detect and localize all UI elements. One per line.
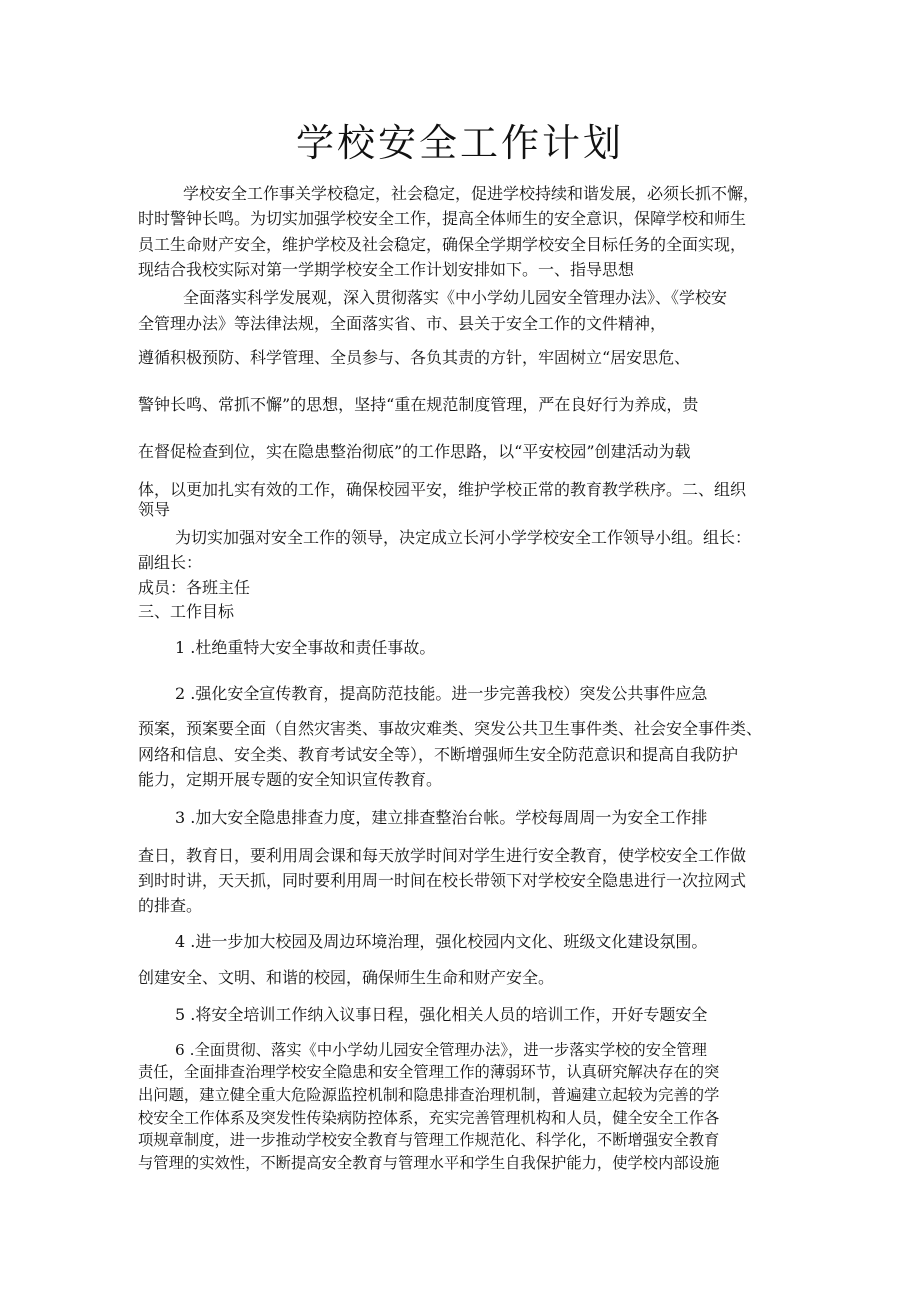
goal-item: 1 .杜绝重特大安全事故和责任事故。 (175, 638, 436, 657)
paragraph-line: 时时警钟长鸣。为切实加强学校安全工作，提高全体师生的安全意识，保障学校和师生 (138, 209, 747, 228)
paragraph-line: 遵循积极预防、科学管理、全员参与、各负其责的方针，牢固树立“居安思危、 (138, 348, 691, 367)
paragraph-line: 校安全工作体系及突发性传染病防控体系，充实完善管理机构和人员，健全安全工作各 (138, 1109, 720, 1127)
section-heading: 三、工作目标 (138, 602, 235, 621)
paragraph-line: 能力，定期开展专题的安全知识宣传教育。 (138, 770, 443, 789)
paragraph-line: 副组长： (138, 553, 203, 572)
paragraph-line: 体，以更加扎实有效的工作，确保校园平安，维护学校正常的教育教学秩序。二、组织 (138, 480, 747, 499)
paragraph-line: 在督促检查到位，实在隐患整治彻底”的工作思路，以“平安校园”创建活动为载 (138, 442, 691, 461)
paragraph-line: 现结合我校实际对第一学期学校安全工作计划安排如下。一、指导思想 (138, 260, 635, 279)
paragraph-line: 预案，预案要全面（自然灾害类、事故灾难类、突发公共卫生事件类、社会安全事件类、 (138, 719, 763, 738)
paragraph-line: 项规章制度，进一步推动学校安全教育与管理工作规范化、科学化，不断增强安全教育 (138, 1131, 720, 1149)
goal-item: 2 .强化安全宣传教育，提高防范技能。进一步完善我校）突发公共事件应急 (175, 684, 708, 703)
paragraph-line: 员工生命财产安全，维护学校及社会稳定，确保全学期学校安全目标任务的全面实现， (138, 235, 747, 254)
paragraph-line: 领导 (138, 500, 171, 519)
goal-item: 3 .加大安全隐患排查力度，建立排查整治台帐。学校每周周一为安全工作排 (175, 808, 708, 827)
goal-item: 4 .进一步加大校园及周边环境治理，强化校园内文化、班级文化建设氛围。 (175, 932, 708, 951)
paragraph-line: 的排查。 (138, 896, 203, 915)
paragraph-line: 到时时讲，天天抓，同时要利用周一时间在校长带领下对学校安全隐患进行一次拉网式 (138, 871, 747, 890)
paragraph-line: 网络和信息、安全类、教育考试安全等），不断增强师生安全防范意识和提高自我防护 (138, 745, 739, 764)
paragraph-line: 为切实加强对安全工作的领导，决定成立长河小学学校安全工作领导小组。组长： (175, 528, 752, 547)
paragraph-line: 出问题，建立健全重大危险源监控机制和隐患排查治理机制，普遍建立起较为完善的学 (138, 1086, 720, 1104)
goal-item: 5 .将安全培训工作纳入议事日程，强化相关人员的培训工作，开好专题安全 (175, 1005, 708, 1024)
paragraph-line: 查日，教育日，要利用周会课和每天放学时间对学生进行安全教育，使学校安全工作做 (138, 846, 747, 865)
paragraph-line: 学校安全工作事关学校稳定，社会稳定，促进学校持续和谐发展，必须长抓不懈， (183, 184, 760, 203)
paragraph-line: 责任，全面排查治理学校安全隐患和安全管理工作的薄弱环节，认真研究解决存在的突 (138, 1063, 720, 1081)
paragraph-line: 与管理的实效性，不断提高安全教育与管理水平和学生自我保护能力，使学校内部设施 (138, 1154, 720, 1172)
paragraph-line: 成员：各班主任 (138, 578, 251, 597)
paragraph-line: 全管理办法》等法律法规，全面落实省、市、县关于安全工作的文件精神， (138, 314, 667, 333)
paragraph-line: 创建安全、文明、和谐的校园，确保师生生命和财产安全。 (138, 968, 555, 987)
goal-item: 6 .全面贯彻、落实《中小学幼儿园安全管理办法》，进一步落实学校的安全管理 (175, 1041, 707, 1059)
paragraph-line: 全面落实科学发展观，深入贯彻落实《中小学幼儿园安全管理办法》、《学校安 (183, 288, 728, 307)
document-title: 学校安全工作计划 (295, 121, 624, 165)
paragraph-line: 警钟长鸣、常抓不懈”的思想，坚持“重在规范制度管理，严在良好行为养成，贵 (138, 395, 699, 414)
